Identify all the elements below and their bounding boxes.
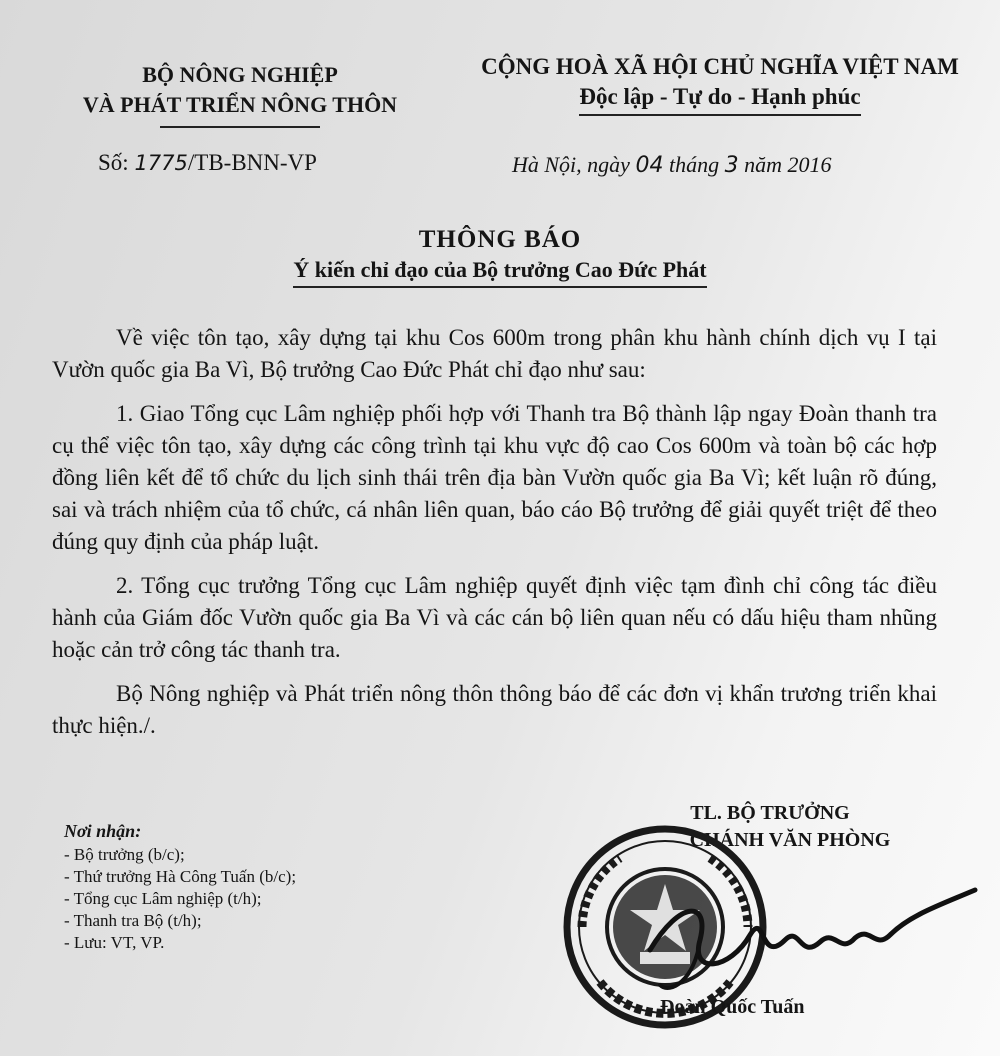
ministry-name-line2: VÀ PHÁT TRIỂN NÔNG THÔN: [82, 92, 398, 117]
ministry-header: [40, 60, 440, 120]
recipient-item: - Thanh tra Bộ (t/h);: [64, 910, 296, 932]
document-number-handwritten: 1775: [134, 151, 188, 175]
recipients-heading: Nơi nhận:: [64, 821, 142, 841]
document-date: [512, 152, 831, 178]
date-month-label: tháng: [668, 152, 720, 177]
date-place: Hà Nội, ngày: [512, 152, 630, 177]
body-intro: Về việc tôn tạo, xây dựng tại khu Cos 600m trong phân khu hành chính dịch vụ I tại Vườn quốc gia Ba Vì, Bộ trưởng Cao Đức Phát chỉ đạo như sau:: [52, 325, 937, 382]
recipient-item: - Thứ trưởng Hà Công Tuấn (b/c);: [64, 866, 296, 888]
recipient-item: - Tổng cục Lâm nghiệp (t/h);: [64, 888, 296, 910]
document-body: [52, 322, 937, 754]
document-number-suffix: /TB-BNN-VP: [187, 150, 317, 175]
date-month: 3: [724, 153, 739, 178]
body-closing: Bộ Nông nghiệp và Phát triển nông thôn thông báo để các đơn vị khẩn trương triển khai thực hiện./.: [52, 681, 937, 738]
handwritten-signature: [640, 880, 980, 1000]
ministry-underline: [160, 126, 320, 128]
signature-title-line1: TL. BỘ TRƯỞNG: [690, 802, 850, 824]
national-header: [455, 52, 985, 116]
national-motto: Độc lập - Tự do - Hạnh phúc: [579, 82, 860, 116]
country-name: CỘNG HOÀ XÃ HỘI CHỦ NGHĨA VIỆT NAM: [481, 54, 959, 79]
body-item-2: 2. Tổng cục trưởng Tổng cục Lâm nghiệp quyết định việc tạm đình chỉ công tác điều hành của Giám đốc Vườn quốc gia Ba Vì và các cán bộ liên quan nếu có dấu hiệu tham nhũng hoặc cản trở công tác thanh tra.: [52, 573, 937, 662]
recipient-item: - Bộ trưởng (b/c);: [64, 844, 296, 866]
ministry-name-line1: BỘ NÔNG NGHIỆP: [142, 62, 338, 87]
date-year: năm 2016: [744, 152, 832, 177]
document-title: THÔNG BÁO: [418, 226, 582, 253]
document-subtitle-wrap: [0, 257, 1000, 288]
document-subtitle: Ý kiến chỉ đạo của Bộ trưởng Cao Đức Phát: [293, 257, 706, 288]
document-number-prefix: Số:: [98, 150, 129, 175]
body-item-1: 1. Giao Tổng cục Lâm nghiệp phối hợp với Thanh tra Bộ thành lập ngay Đoàn thanh tra cụ thể việc tôn tạo, xây dựng các công trình tại khu vực độ cao Cos 600m và toàn bộ các hợp đồng liên kết để tổ chức du lịch sinh thái trên địa bàn Vườn quốc gia Ba Vì; kết luận rõ đúng, sai và trách nhiệm của tổ chức, cá nhân liên quan, báo cáo Bộ trưởng để giải quyết triệt để theo đúng quy định của pháp luật.: [52, 401, 937, 554]
signature-title-line2: CHÁNH VĂN PHÒNG: [689, 829, 891, 851]
document-number: [98, 150, 317, 176]
recipients-block: [64, 820, 296, 954]
signer-name: Đoàn Quốc Tuấn: [660, 996, 805, 1018]
recipient-item: - Lưu: VT, VP.: [64, 932, 296, 954]
date-day: 04: [635, 153, 664, 178]
recipients-list: [64, 844, 296, 954]
